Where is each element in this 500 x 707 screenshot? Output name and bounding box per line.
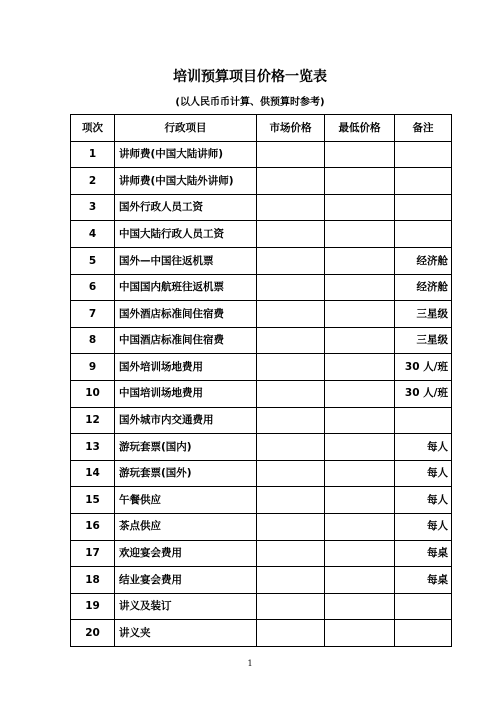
row-lowest-price-cell <box>325 221 395 248</box>
row-remark-cell <box>395 194 452 221</box>
row-remark-cell <box>395 141 452 168</box>
row-market-price-cell <box>257 513 325 540</box>
table-row <box>71 247 452 274</box>
price-table <box>70 114 452 647</box>
row-item-cell: 中国培训场地费用 <box>115 380 257 407</box>
row-remark-cell: 经济舱 <box>395 247 452 274</box>
row-remark-cell: 每桌 <box>395 567 452 594</box>
row-item-cell: 讲师费(中国大陆讲师) <box>115 141 257 168</box>
row-lowest-price-cell <box>325 327 395 354</box>
header-item-number: 项次 <box>71 115 115 142</box>
row-market-price-cell <box>257 141 325 168</box>
row-market-price-cell <box>257 327 325 354</box>
row-market-price-cell <box>257 593 325 620</box>
row-remark-cell <box>395 620 452 647</box>
row-number-cell: 20 <box>71 620 115 647</box>
row-remark-cell: 经济舱 <box>395 274 452 301</box>
header-admin-item: 行政项目 <box>115 115 257 142</box>
row-number-cell: 18 <box>71 567 115 594</box>
row-remark-cell <box>395 221 452 248</box>
page-number: 1 <box>247 659 253 668</box>
row-lowest-price-cell <box>325 620 395 647</box>
row-market-price-cell <box>257 540 325 567</box>
row-number-cell: 6 <box>71 274 115 301</box>
row-item-cell: 茶点供应 <box>115 513 257 540</box>
row-number-cell: 8 <box>71 327 115 354</box>
row-lowest-price-cell <box>325 194 395 221</box>
row-item-cell: 国外酒店标准间住宿费 <box>115 301 257 328</box>
row-market-price-cell <box>257 434 325 461</box>
row-lowest-price-cell <box>325 513 395 540</box>
row-lowest-price-cell <box>325 354 395 381</box>
table-row <box>71 141 452 168</box>
row-remark-cell <box>395 407 452 434</box>
table-row <box>71 434 452 461</box>
row-number-cell: 17 <box>71 540 115 567</box>
table-row <box>71 301 452 328</box>
row-remark-cell: 每人 <box>395 513 452 540</box>
row-market-price-cell <box>257 301 325 328</box>
row-market-price-cell <box>257 194 325 221</box>
row-lowest-price-cell <box>325 487 395 514</box>
table-row <box>71 407 452 434</box>
row-market-price-cell <box>257 354 325 381</box>
row-number-cell: 13 <box>71 434 115 461</box>
row-item-cell: 国外—中国往返机票 <box>115 247 257 274</box>
table-row <box>71 513 452 540</box>
row-market-price-cell <box>257 620 325 647</box>
row-lowest-price-cell <box>325 567 395 594</box>
row-lowest-price-cell <box>325 434 395 461</box>
row-item-cell: 结业宴会费用 <box>115 567 257 594</box>
row-lowest-price-cell <box>325 407 395 434</box>
row-item-cell: 欢迎宴会费用 <box>115 540 257 567</box>
row-lowest-price-cell <box>325 274 395 301</box>
row-item-cell: 讲义及装订 <box>115 593 257 620</box>
header-market-price: 市场价格 <box>257 115 325 142</box>
row-item-cell: 中国国内航班往返机票 <box>115 274 257 301</box>
row-remark-cell: 每桌 <box>395 540 452 567</box>
row-market-price-cell <box>257 221 325 248</box>
row-item-cell: 讲师费(中国大陆外讲师) <box>115 168 257 195</box>
row-remark-cell: 三星级 <box>395 327 452 354</box>
row-item-cell: 中国酒店标准间住宿费 <box>115 327 257 354</box>
row-number-cell: 14 <box>71 460 115 487</box>
table-row <box>71 593 452 620</box>
row-remark-cell: 三星级 <box>395 301 452 328</box>
page-title: 培训预算项目价格一览表 <box>173 69 327 85</box>
table-row <box>71 567 452 594</box>
row-market-price-cell <box>257 487 325 514</box>
row-remark-cell <box>395 593 452 620</box>
row-number-cell: 7 <box>71 301 115 328</box>
row-lowest-price-cell <box>325 301 395 328</box>
row-remark-cell <box>395 168 452 195</box>
row-remark-cell: 每人 <box>395 487 452 514</box>
row-remark-cell: 30 人/班 <box>395 354 452 381</box>
row-lowest-price-cell <box>325 460 395 487</box>
table-row <box>71 487 452 514</box>
row-number-cell: 1 <box>71 141 115 168</box>
table-row <box>71 274 452 301</box>
table-row <box>71 620 452 647</box>
row-market-price-cell <box>257 460 325 487</box>
row-number-cell: 4 <box>71 221 115 248</box>
row-item-cell: 国外行政人员工资 <box>115 194 257 221</box>
table-row <box>71 168 452 195</box>
row-lowest-price-cell <box>325 141 395 168</box>
row-lowest-price-cell <box>325 380 395 407</box>
row-market-price-cell <box>257 247 325 274</box>
table-row <box>71 540 452 567</box>
table-row <box>71 354 452 381</box>
table-row <box>71 327 452 354</box>
row-number-cell: 15 <box>71 487 115 514</box>
row-lowest-price-cell <box>325 593 395 620</box>
row-lowest-price-cell <box>325 168 395 195</box>
row-number-cell: 9 <box>71 354 115 381</box>
row-remark-cell: 每人 <box>395 434 452 461</box>
table-row <box>71 380 452 407</box>
table-row <box>71 460 452 487</box>
row-remark-cell: 每人 <box>395 460 452 487</box>
row-number-cell: 3 <box>71 194 115 221</box>
row-number-cell: 12 <box>71 407 115 434</box>
row-item-cell: 午餐供应 <box>115 487 257 514</box>
row-item-cell: 中国大陆行政人员工资 <box>115 221 257 248</box>
row-number-cell: 2 <box>71 168 115 195</box>
row-lowest-price-cell <box>325 540 395 567</box>
row-number-cell: 19 <box>71 593 115 620</box>
row-market-price-cell <box>257 407 325 434</box>
row-item-cell: 国外培训场地费用 <box>115 354 257 381</box>
row-item-cell: 游玩套票(国内) <box>115 434 257 461</box>
row-item-cell: 国外城市内交通费用 <box>115 407 257 434</box>
table-row <box>71 221 452 248</box>
row-item-cell: 游玩套票(国外) <box>115 460 257 487</box>
row-number-cell: 10 <box>71 380 115 407</box>
row-number-cell: 16 <box>71 513 115 540</box>
row-market-price-cell <box>257 168 325 195</box>
table-row <box>71 194 452 221</box>
row-market-price-cell <box>257 380 325 407</box>
table-header-row <box>71 115 452 142</box>
row-number-cell: 5 <box>71 247 115 274</box>
table-body <box>71 141 452 646</box>
row-remark-cell: 30 人/班 <box>395 380 452 407</box>
header-lowest-price: 最低价格 <box>325 115 395 142</box>
header-remarks: 备注 <box>395 115 452 142</box>
row-item-cell: 讲义夹 <box>115 620 257 647</box>
row-market-price-cell <box>257 567 325 594</box>
row-lowest-price-cell <box>325 247 395 274</box>
page-subtitle: (以人民币币计算、供预算时参考) <box>175 97 325 108</box>
row-market-price-cell <box>257 274 325 301</box>
